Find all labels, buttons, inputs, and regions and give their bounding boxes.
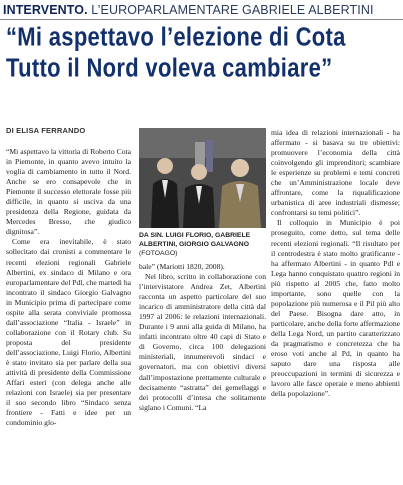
article-photo <box>139 128 266 228</box>
paragraph: Il colloquio in Municipio è poi proseguito, come detto, sul tema delle recenti elezioni regionali. “Il risultato per il centrodestra è stato molto gratificante - ha affermato Albertini - in quanto Pdl e Lega hanno conquistato quattro regioni in più rispetto al 2005 che, fatto molto importante, sono quelle con la popolazione più numerosa e il Pil più alto del Paese. Bisogna dare atto, in particolare, anche della forte affermazione della Lega Nord, un partito caratterizzato da pragmatismo e concretezza che ha eroso voti anche al Pd, in quanto ha saputo dare una risposta alle preoccupazioni in termini di sicurezza e lavoro alle fasce operaie e meno abbienti della popolazione”. <box>271 218 400 399</box>
photo-people-illustration <box>139 128 266 228</box>
paragraph: Nel libro, scritto in collaborazione con l’intervistatore Andrea Zet, Albertini racconta un aspetto particolare del suo incarico di amministratore della città dal 1997 al 2006: le relazioni internazionali. Durante i 9 anni alla guida di Milano, ha infatti incontrato oltre 40 capi di Stato e di Governo, circa 100 delegazioni ministeriali, innumerevoli sindaci e governatori, ma con obiettivi diversi dall’impostazione prettamente culturale e decisamente “astratta” dei gemellaggi e dei protocolli d’intesa che solitamente siglano i Comuni. “La <box>139 272 266 412</box>
section-kicker <box>3 2 403 18</box>
paragraph: bale” (Mariotti 1820, 2008). <box>139 262 225 271</box>
body-column-1 <box>6 147 131 485</box>
body-column-3 <box>271 128 400 485</box>
kicker-subject: L’EUROPARLAMENTARE GABRIELE ALBERTINI <box>91 3 374 17</box>
caption-text: DA SIN. LUIGI FLORIO, GABRIELE ALBERTINI, GIORGIO GALVAGNO <box>139 232 251 248</box>
paragraph: “Mi aspettavo la vittoria di Roberto Cota in Piemonte, in quanto avevo intuito la voglia di cambiamento in tutto il Nord. Anche se ero consapevole che in Piemonte il successo elettorale fosse più difficile, in quanto si usciva da una presidenza della Regione, guidata da Mercedes Bresso, che giudico dignitosa”. <box>6 147 131 237</box>
kicker-label: INTERVENTO. <box>3 3 88 17</box>
body-column-2 <box>139 262 266 485</box>
byline: DI ELISA FERRANDO <box>6 126 86 135</box>
headline-line-2: Tutto il Nord voleva cambiare” <box>6 52 333 83</box>
paragraph: mia idea di relazioni internazionali - ha affermato - si basava su tre obiettivi: promuovere l’economia della città coinvolgendo gli imprenditori; scambiare le esperienze su problemi e temi concreti che un’Amministrazione locale deve affrontare, come la riqualificazione urbanistica di aree industriali dismesse; confrontarsi su temi politici”. <box>271 128 400 218</box>
photo-caption <box>139 231 266 258</box>
headline <box>6 22 401 83</box>
photo-credit: (FOTOAGO) <box>139 250 178 257</box>
headline-line-1: “Mi aspettavo l’elezione di Cota <box>6 22 346 52</box>
header-rule <box>0 19 403 20</box>
paragraph: Come era inevitabile, è stato sollecitato dai cronisti a commentare le recenti elezioni regionali Gabriele Albertini, ex sindaco di Milano e ora europarlamentare del Pdl, che martedì ha incontrato il sindaco Giorgio Galvagno in Municipio prima di partecipare come ospite alla serata conviviale promossa dall’associazione “Italia - Israele” in collaborazione con il Rotary club. Su proposta del presidente dell’associazione, Luigi Florio, Albertini è stato invitato sia per parlare della sua attività di presidente della Commissione Affari esteri (con delega anche alle relazioni con Israele) sia per presentare il suo secondo libro “Sindaco senza frontiere - Fatti e idee per un condominio glo- <box>6 237 131 428</box>
